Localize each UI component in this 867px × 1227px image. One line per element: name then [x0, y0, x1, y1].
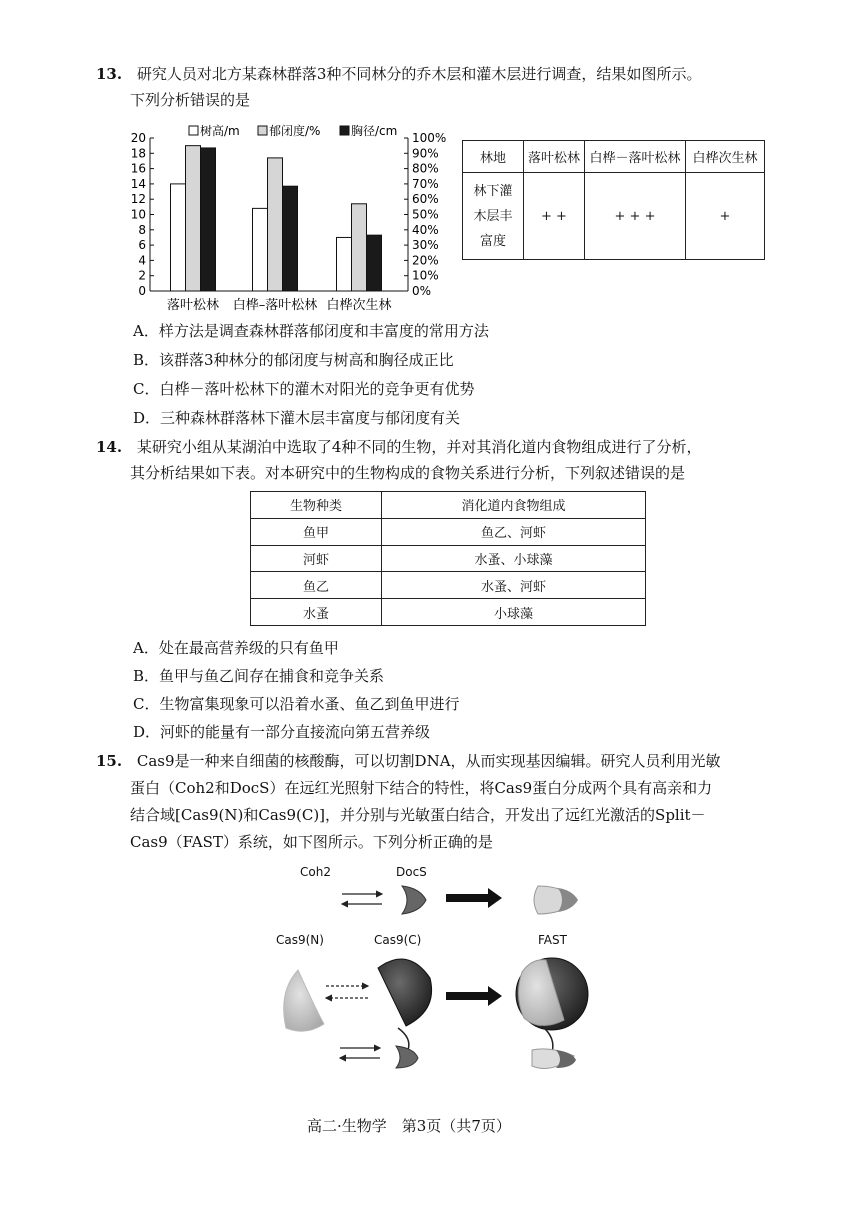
bar-2-2	[367, 235, 382, 291]
q14-table-cell: 小球藻	[382, 599, 646, 626]
q13-option-d: D．三种森林群落林下灌木层丰富度与郁闭度有关	[133, 409, 461, 427]
y-tick-label-left: 4	[138, 253, 146, 268]
row-label-line: 木层丰	[473, 208, 513, 224]
bar-1-0	[253, 208, 268, 291]
docs-protein-icon	[402, 886, 426, 914]
bar-1-1	[268, 158, 283, 291]
q13-stem-text1: 研究人员对北方某森林群落3种不同林分的乔木层和灌木层进行调查，结果如图所示。	[136, 65, 702, 83]
y-tick-label-left: 16	[130, 161, 146, 176]
category-label: 白桦次生林	[326, 298, 392, 313]
q15-stem-line1	[96, 751, 721, 771]
q13-stem-line2: 下列分析错误的是	[130, 91, 251, 109]
chart-bars	[171, 146, 382, 291]
y-tick-label-left: 6	[138, 238, 146, 253]
q14-table-cell: 鱼甲	[251, 518, 382, 545]
y-tick-label-right: 0%	[412, 284, 432, 298]
q14-table-cell: 河虾	[251, 545, 382, 572]
q14-table-cell: 鱼乙、河虾	[382, 518, 646, 545]
label-cas9n: Cas9(N)	[276, 933, 324, 947]
y-tick-label-right: 90%	[412, 146, 439, 161]
label-fast: FAST	[538, 933, 567, 947]
q13-table-header-1: 落叶松林	[524, 141, 585, 173]
legend-swatch-dbh	[340, 126, 349, 135]
q14-table-header-1: 消化道内食物组成	[382, 492, 646, 519]
y-tick-label-right: 80%	[412, 161, 439, 176]
q15-stem-line3: 结合域[Cas9(N)和Cas9(C)]，并分别与光敏蛋白结合，开发出了远红光激活的Split－	[130, 806, 706, 824]
row-label-line: 林下灌	[473, 183, 513, 199]
row-label-line: 富度	[479, 233, 506, 249]
q13-table-value-2: +	[686, 173, 765, 260]
q13-bar-chart	[118, 118, 453, 314]
bar-2-0	[337, 237, 352, 291]
q14-stem-line2: 其分析结果如下表。对本研究中的生物构成的食物关系进行分析，下列叙述错误的是	[130, 464, 686, 482]
y-tick-label-left: 2	[138, 268, 146, 283]
bar-0-0	[171, 184, 186, 291]
y-tick-label-left: 20	[130, 131, 146, 145]
q15-stem-line2: 蛋白（Coh2和DocS）在远红光照射下结合的特性，将Cas9蛋白分成两个具有高亲和力	[130, 779, 713, 797]
q14-option-c: C．生物富集现象可以沿着水蚤、鱼乙到鱼甲进行	[133, 695, 460, 713]
q13-table-value-1: + + +	[585, 173, 686, 260]
q14-table-cell: 鱼乙	[251, 572, 382, 599]
y-tick-label-right: 40%	[412, 222, 439, 237]
docs-on-cas9c-icon	[396, 1046, 418, 1068]
q14-stem-line1	[96, 437, 701, 457]
q14-option-a: A．处在最高营养级的只有鱼甲	[133, 639, 339, 657]
y-tick-label-right: 30%	[412, 238, 439, 253]
y-tick-label-right: 20%	[412, 253, 439, 268]
y-tick-label-left: 8	[138, 222, 146, 237]
q14-number: 14.	[96, 438, 123, 456]
legend-label-dbh: 胸径/cm	[351, 124, 398, 138]
y-tick-label-left: 18	[130, 146, 146, 161]
y-tick-label-right: 70%	[412, 176, 439, 191]
legend-label-canopy: 郁闭度/%	[269, 124, 321, 138]
legend-label-tree-height: 树高/m	[200, 124, 240, 138]
q13-table-header-2: 白桦－落叶松林	[585, 141, 686, 173]
label-cas9c: Cas9(C)	[374, 933, 422, 947]
q15-number: 15.	[96, 752, 123, 770]
q15-diagram	[270, 860, 600, 1075]
label-docs: DocS	[396, 865, 427, 879]
category-label: 白桦–落叶松林	[232, 298, 318, 313]
q14-table-cell: 水蚤、河虾	[382, 572, 646, 599]
cas9c-protein-icon	[378, 959, 432, 1026]
q13-table-row-label	[463, 173, 524, 260]
q13-table-header-3: 白桦次生林	[686, 141, 765, 173]
big-arrow-top	[446, 888, 502, 908]
q13-number: 13.	[96, 65, 123, 83]
q14-table	[250, 491, 646, 626]
bar-2-1	[352, 204, 367, 291]
y-tick-label-left: 14	[130, 176, 146, 191]
q13-option-a: A．样方法是调查森林群落郁闭度和丰富度的常用方法	[133, 322, 489, 340]
q13-table-header-0: 林地	[463, 141, 524, 173]
q14-table-cell: 水蚤	[251, 599, 382, 626]
y-tick-label-left: 10	[130, 207, 146, 222]
bar-0-1	[186, 146, 201, 291]
q13-table-value-0: + +	[524, 173, 585, 260]
bar-0-2	[201, 148, 216, 291]
q15-stem-text1: Cas9是一种来自细菌的核酸酶，可以切割DNA，从而实现基因编辑。研究人员利用光敏	[136, 752, 721, 770]
y-tick-label-right: 50%	[412, 207, 439, 222]
page-footer: 高二·生物学 第3页（共7页）	[307, 1117, 511, 1135]
chart-legend	[189, 123, 397, 138]
q14-option-d: D．河虾的能量有一部分直接流向第五营养级	[133, 723, 431, 741]
q13-stem-line1	[96, 64, 701, 84]
q13-table	[462, 140, 765, 260]
q13-option-c: C．白桦－落叶松林下的灌木对阳光的竞争更有优势	[133, 380, 475, 398]
q14-table-header-0: 生物种类	[251, 492, 382, 519]
q14-table-cell: 水蚤、小球藻	[382, 545, 646, 572]
chart-category-labels	[167, 297, 392, 313]
category-label: 落叶松林	[166, 298, 220, 313]
bar-1-2	[283, 186, 298, 291]
legend-swatch-tree-height	[189, 126, 198, 135]
q13-option-b: B．该群落3种林分的郁闭度与树高和胸径成正比	[133, 351, 454, 369]
q14-option-b: B．鱼甲与鱼乙间存在捕食和竞争关系	[133, 667, 385, 685]
y-tick-label-right: 100%	[412, 131, 447, 145]
label-coh2: Coh2	[300, 865, 331, 879]
y-tick-label-left: 12	[130, 192, 146, 207]
q14-stem-text1: 某研究小组从某湖泊中选取了4种不同的生物，并对其消化道内食物组成进行了分析，	[136, 438, 702, 456]
cas9n-protein-icon	[284, 970, 324, 1031]
q15-stem-line4: Cas9（FAST）系统，如下图所示。下列分析正确的是	[130, 833, 493, 851]
y-tick-label-left: 0	[138, 284, 146, 298]
legend-swatch-canopy	[258, 126, 267, 135]
big-arrow-bottom	[446, 986, 502, 1006]
y-tick-label-right: 10%	[412, 268, 439, 283]
y-tick-label-right: 60%	[412, 192, 439, 207]
